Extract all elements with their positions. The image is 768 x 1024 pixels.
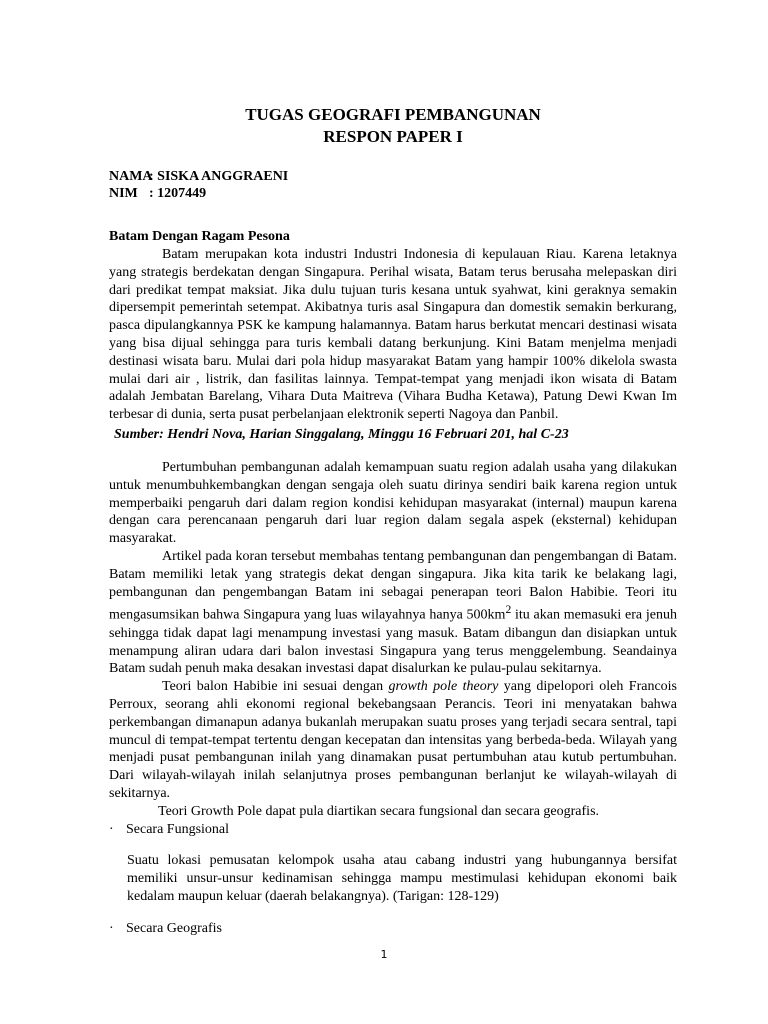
paragraph-4-text-a: Teori balon Habibie ini sesuai dengan bbox=[162, 679, 389, 695]
paragraph-3 bbox=[109, 548, 677, 678]
source-citation: Sumber: Hendri Nova, Harian Singgalang, Minggu 16 Februari 201, hal C-23 bbox=[114, 426, 569, 442]
nama-label: NAMA bbox=[109, 169, 153, 184]
title-line-2: RESPON PAPER I bbox=[323, 127, 463, 146]
paragraph-3-text-b: itu akan memasuki era jenuh sehingga tidak dapat lagi menampung investasi yang masuk. Batam dibangun dan disiapkan untuk menampung aliran udara dari balon investasi Singapura yang terus menggelembung. Seandainya Batam sudah penuh maka desakan investasi dapat disalurkan ke pulau-pulau sekitarnya. bbox=[109, 608, 677, 677]
bullet-2-title: Secara Geografis bbox=[126, 920, 223, 936]
bullet-item-fungsional bbox=[109, 821, 677, 839]
section-heading: Batam Dengan Ragam Pesona bbox=[109, 229, 290, 244]
page-number: 1 bbox=[380, 948, 388, 961]
spacer bbox=[109, 444, 677, 459]
bullet-1-title: Secara Fungsional bbox=[126, 821, 230, 837]
paragraph-2: Pertumbuhan pembangunan adalah kemampuan suatu region adalah usaha yang dilakukan untuk menumbuhkembangkan dengan sengaja oleh suatu dirinya sendiri baik karena region untuk memperbaiki pengaruh dari dalam region kondisi kehidupan masyarakat (internal) maupun karena dengan cara perencanaan pengaruh dari luar region dalam segala aspek (eksternal) kehidupan masyarakat. bbox=[109, 459, 677, 547]
bullet-item-geografis bbox=[109, 920, 677, 938]
teori-growth-pole-line: Teori Growth Pole dapat pula diartikan secara fungsional dan secara geografis. bbox=[158, 803, 600, 819]
nim-label: NIM bbox=[109, 186, 138, 201]
nim-value: : 1207449 bbox=[149, 186, 207, 201]
student-info bbox=[109, 168, 677, 202]
title-line-1: TUGAS GEOGRAFI PEMBANGUNAN bbox=[245, 105, 541, 124]
paragraph-3-text-a: Artikel pada koran tersebut membahas tentang pembangunan dan pengembangan di Batam. Batam memiliki letak yang strategis dekat dengan singapura. Jika kita tarik ke belakang lagi, pembangunan dan pengembangan Batam ini sebagai penerapan teori Balon Habibie. Teori itu mengasumsikan bahwa Singapura yang luas wilayahnya hanya 500km bbox=[109, 548, 677, 623]
paragraph-4-text-b: yang dipelopori oleh Francois Perroux, seorang ahli ekonomi regional bekebangsaan Perancis. Teori ini menyatakan bahwa perkembangan dimanapun adanya bukanlah merupakan suatu proses yang terjadi secara sentral, tapi muncul di tempat-tempat tertentu dengan kecepatan dan intensitas yang berbeda-beda. Wilayah yang menjadi pusat pembangunan inilah yang dinamakan pusat pertumbuhan atau kutub pertumbuhan. Dari wilayah-wilayah inilah selanjutnya proses pembangunan berlanjut ke wilayah-wilayah di sekitarnya. bbox=[109, 679, 678, 801]
growth-pole-theory-term: growth pole theory bbox=[388, 679, 499, 695]
document-page bbox=[109, 104, 677, 938]
nim-row bbox=[109, 185, 677, 202]
bullet-dot-icon: · bbox=[109, 920, 114, 936]
bullet-1-body: Suatu lokasi pemusatan kelompok usaha atau cabang industri yang hubungannya bersifat memiliki unsur-unsur kedinamisan sehingga mampu mestimulasi kehidupan ekonomi baik kedalam maupun keluar (daerah belakangnya). (Tarigan: 128-129) bbox=[127, 853, 677, 904]
paragraph-1: Batam merupakan kota industri Industri Indonesia di kepulauan Riau. Karena letaknya yang strategis berdekatan dengan Singapura. Perihal wisata, Batam terus berusaha melepaskan diri dari predikat tempat maksiat. Jika dulu tujuan turis kesana untuk syahwat, kini geraknya semakin dipersempit pemerintah setempat. Akibatnya turis asal Singapura dan domestik semakin berkurang, pasca dipulangkannya PSK ke kampung halamannya. Batam harus berkutat mencari destinasi wisata yang bisa dijual sehingga para turis kembali datang berkunjung. Kini Batam menjelma menjadi destinasi wisata baru. Mulai dari pola hidup masyarakat Batam yang hampir 100% dikelola swasta mulai dari air , listrik, dan fasilitas lainnya. Tempat-tempat yang menjadi ikon wisata di Batam adalah Jembatan Barelang, Vihara Duta Maitreva (Vihara Budha Ketawa), Patung Dewi Kwan Im terbesar di dunia, serta pusat perbelanjaan elektronik seperti Nagoya dan Panbil. bbox=[109, 247, 677, 423]
nama-value: : SISKA ANGGRAENI bbox=[149, 169, 289, 184]
superscript-2: 2 bbox=[505, 603, 512, 617]
paragraph-4 bbox=[109, 678, 677, 803]
nama-row bbox=[109, 168, 677, 185]
bullet-dot-icon: · bbox=[109, 821, 114, 837]
document-title bbox=[109, 104, 677, 148]
